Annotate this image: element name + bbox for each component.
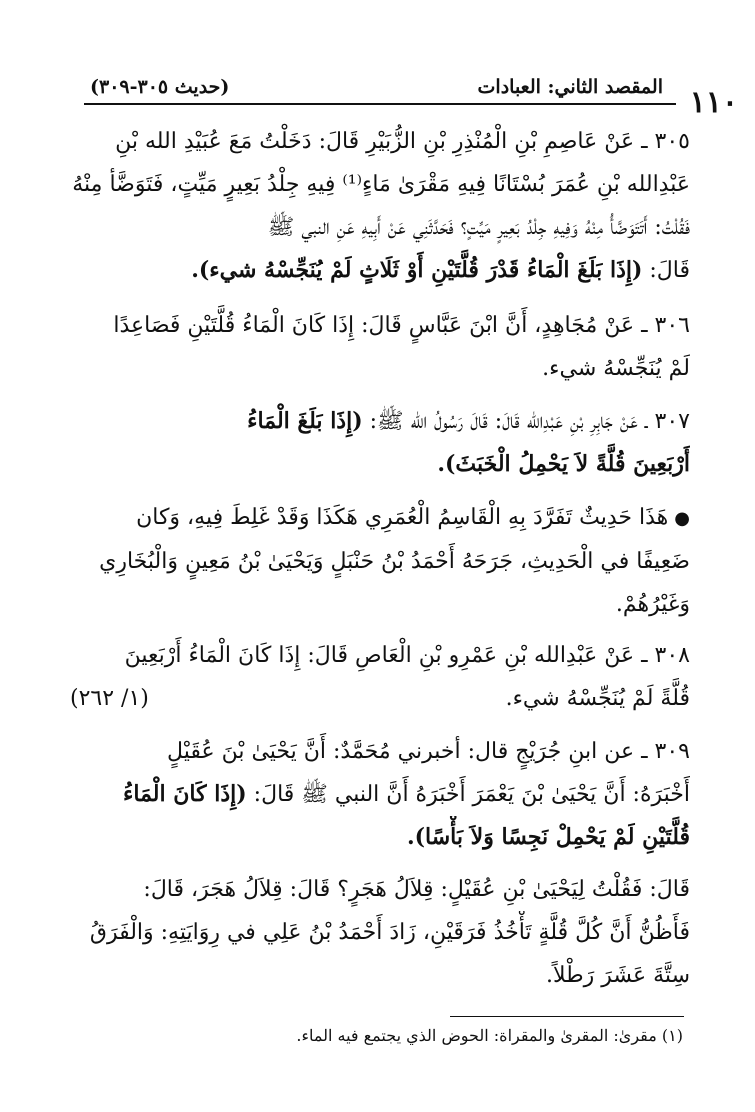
hadith-305-line-3: فَقُلْتُ: أَتَتَوَضَّأُ مِنْهُ وَفِيهِ جِلْدُ بَعِيرٍ مَيِّتٍ؟ فَحَدَّثَنِي عَنْ أَبِيهِ عَنِ النبي ﷺ [267, 215, 690, 240]
hadith-308-line-2 [70, 677, 690, 720]
hadith-305 [70, 120, 690, 292]
hadith-306-line-2: لَمْ يُنَجِّسْهُ شيء. [542, 356, 690, 381]
hadith-308-line-2-text: قُلَّةً لَمْ يُنَجِّسْهُ شيء. [505, 686, 690, 711]
commentary-line-1 [70, 496, 690, 540]
hadith-309-continuation [70, 868, 690, 997]
hadith-308-line-1: ٣٠٨ ـ عَنْ عَبْدِالله بْنِ عَمْرِو بْنِ الْعَاصِ قَالَ: إِذَا كَانَ الْمَاءُ أَرْبَعِينَ [124, 643, 690, 668]
hadith-309 [70, 730, 690, 859]
hadith-305-line-4 [70, 249, 690, 292]
commentary-line-3: وَغَيْرُهُمْ. [615, 592, 690, 617]
hadith-307 [70, 400, 690, 486]
footnote-divider [450, 1016, 684, 1017]
hadith-305-qala: قَالَ: [642, 258, 690, 283]
running-header-title: المقصد الثاني: العبادات [477, 76, 663, 98]
footnote: (١) مقرىٰ: المقرىٰ والمقراة: الحوض الذي يجتمع فيه الماء. [296, 1026, 683, 1045]
hadith-309-line-2 [70, 773, 690, 816]
hadith-306 [70, 304, 690, 390]
hadith-308 [70, 634, 690, 720]
continuation-line-3: سِتَّةَ عَشَرَ رَطْلاً. [546, 963, 690, 988]
hadith-305-line-2: عَبْدِالله بْنِ عُمَرَ بُسْتَانًا فِيهِ مَقْرَىٰ مَاءٍ⁽¹⁾ فِيهِ جِلْدُ بَعِيرٍ مَيِّتٍ، فَتَوَضَّأ مِنْهُ [72, 172, 690, 197]
hadith-307-line-1 [70, 400, 690, 443]
hadith-309-matn-end: قُلَّتَيْنِ لَمْ يَحْمِلْ نَجِسًا وَلاَ بَأْسًا). [406, 824, 690, 850]
header-divider [84, 103, 676, 105]
bullet-icon: ● [674, 508, 690, 529]
hadith-309-line-1: ٣٠٩ ـ عن ابنِ جُرَيْجٍ قال: أخبرني مُحَمَّدٌ: أَنَّ يَحْيَىٰ بْنَ عُقَيْلٍ [167, 739, 690, 764]
hadith-307-matn-end: أَرْبَعِينَ قُلَّةً لاَ يَحْمِلُ الْخَبَثَ). [437, 451, 690, 477]
hadith-309-matn-start: (إِذَا كَانَ الْمَاءُ [123, 781, 247, 807]
hadith-307-isnad: ٣٠٧ ـ عَنْ جَابِرِ بْنِ عَبْدِالله قَالَ: قَالَ رَسُولُ الله ﷺ: [362, 409, 690, 434]
running-header-hadith-range: (حديث ٣٠٥-٣٠٩) [90, 76, 230, 98]
hadith-306-line-1: ٣٠٦ ـ عَنْ مُجَاهِدٍ، أَنَّ ابْنَ عَبَّاسٍ قَالَ: إِذَا كَانَ الْمَاءُ قُلَّتَيْنِ فَصَاعِدًا [113, 313, 690, 338]
hadith-305-matn: (إِذَا بَلَغَ الْمَاءُ قَدْرَ قُلَّتَيْنِ أَوْ ثَلَاثٍ لَمْ يُنَجِّسْهُ شيء). [191, 257, 643, 283]
commentary-line-1-text: هَذَا حَدِيثٌ تَفَرَّدَ بِهِ الْقَاسِمُ الْعُمَرِي هَكَذَا وَقَدْ غَلِطَ فِيهِ، وَكان [136, 505, 669, 530]
hadith-309-isnad: أَخْبَرَهُ: أَنَّ يَحْيَىٰ بْنَ يَعْمَرَ أَخْبَرَهُ أَنَّ النبي ﷺ قَالَ: [246, 782, 690, 807]
continuation-line-1: قَالَ: فَقُلْتُ لِيَحْيَىٰ بْنِ عُقَيْلٍ: قِلاَلُ هَجَرٍ؟ قَالَ: قِلاَلُ هَجَرَ، قَالَ: [143, 877, 690, 902]
page-number: ١١٠ [689, 85, 738, 120]
hadith-307-commentary [70, 496, 690, 626]
hadith-307-matn-start: (إِذَا بَلَغَ الْمَاءُ [247, 408, 363, 434]
hadith-308-reference: (١/ ٢٦٢) [70, 686, 149, 711]
continuation-line-2: فَأَظُنُّ أَنَّ كُلَّ قُلَّةٍ تَأْخُذُ فَرَقَيْنِ، زَادَ أَحْمَدُ بْنُ عَلِي في رِوَايَتِهِ: وَالْفَرَقُ [89, 920, 690, 945]
hadith-305-line-1: ٣٠٥ ـ عَنْ عَاصِمِ بْنِ الْمُنْذِرِ بْنِ الزُّبَيْرِ قَالَ: دَخَلْتُ مَعَ عُبَيْدِ الله بْنِ [115, 129, 690, 154]
commentary-line-2: ضَعِيفًا في الْحَدِيثِ، جَرَحَهُ أَحْمَدُ بْنُ حَنْبَلٍ وَيَحْيَىٰ بْنُ مَعِينٍ وَالْبُخَارِي [99, 549, 690, 574]
